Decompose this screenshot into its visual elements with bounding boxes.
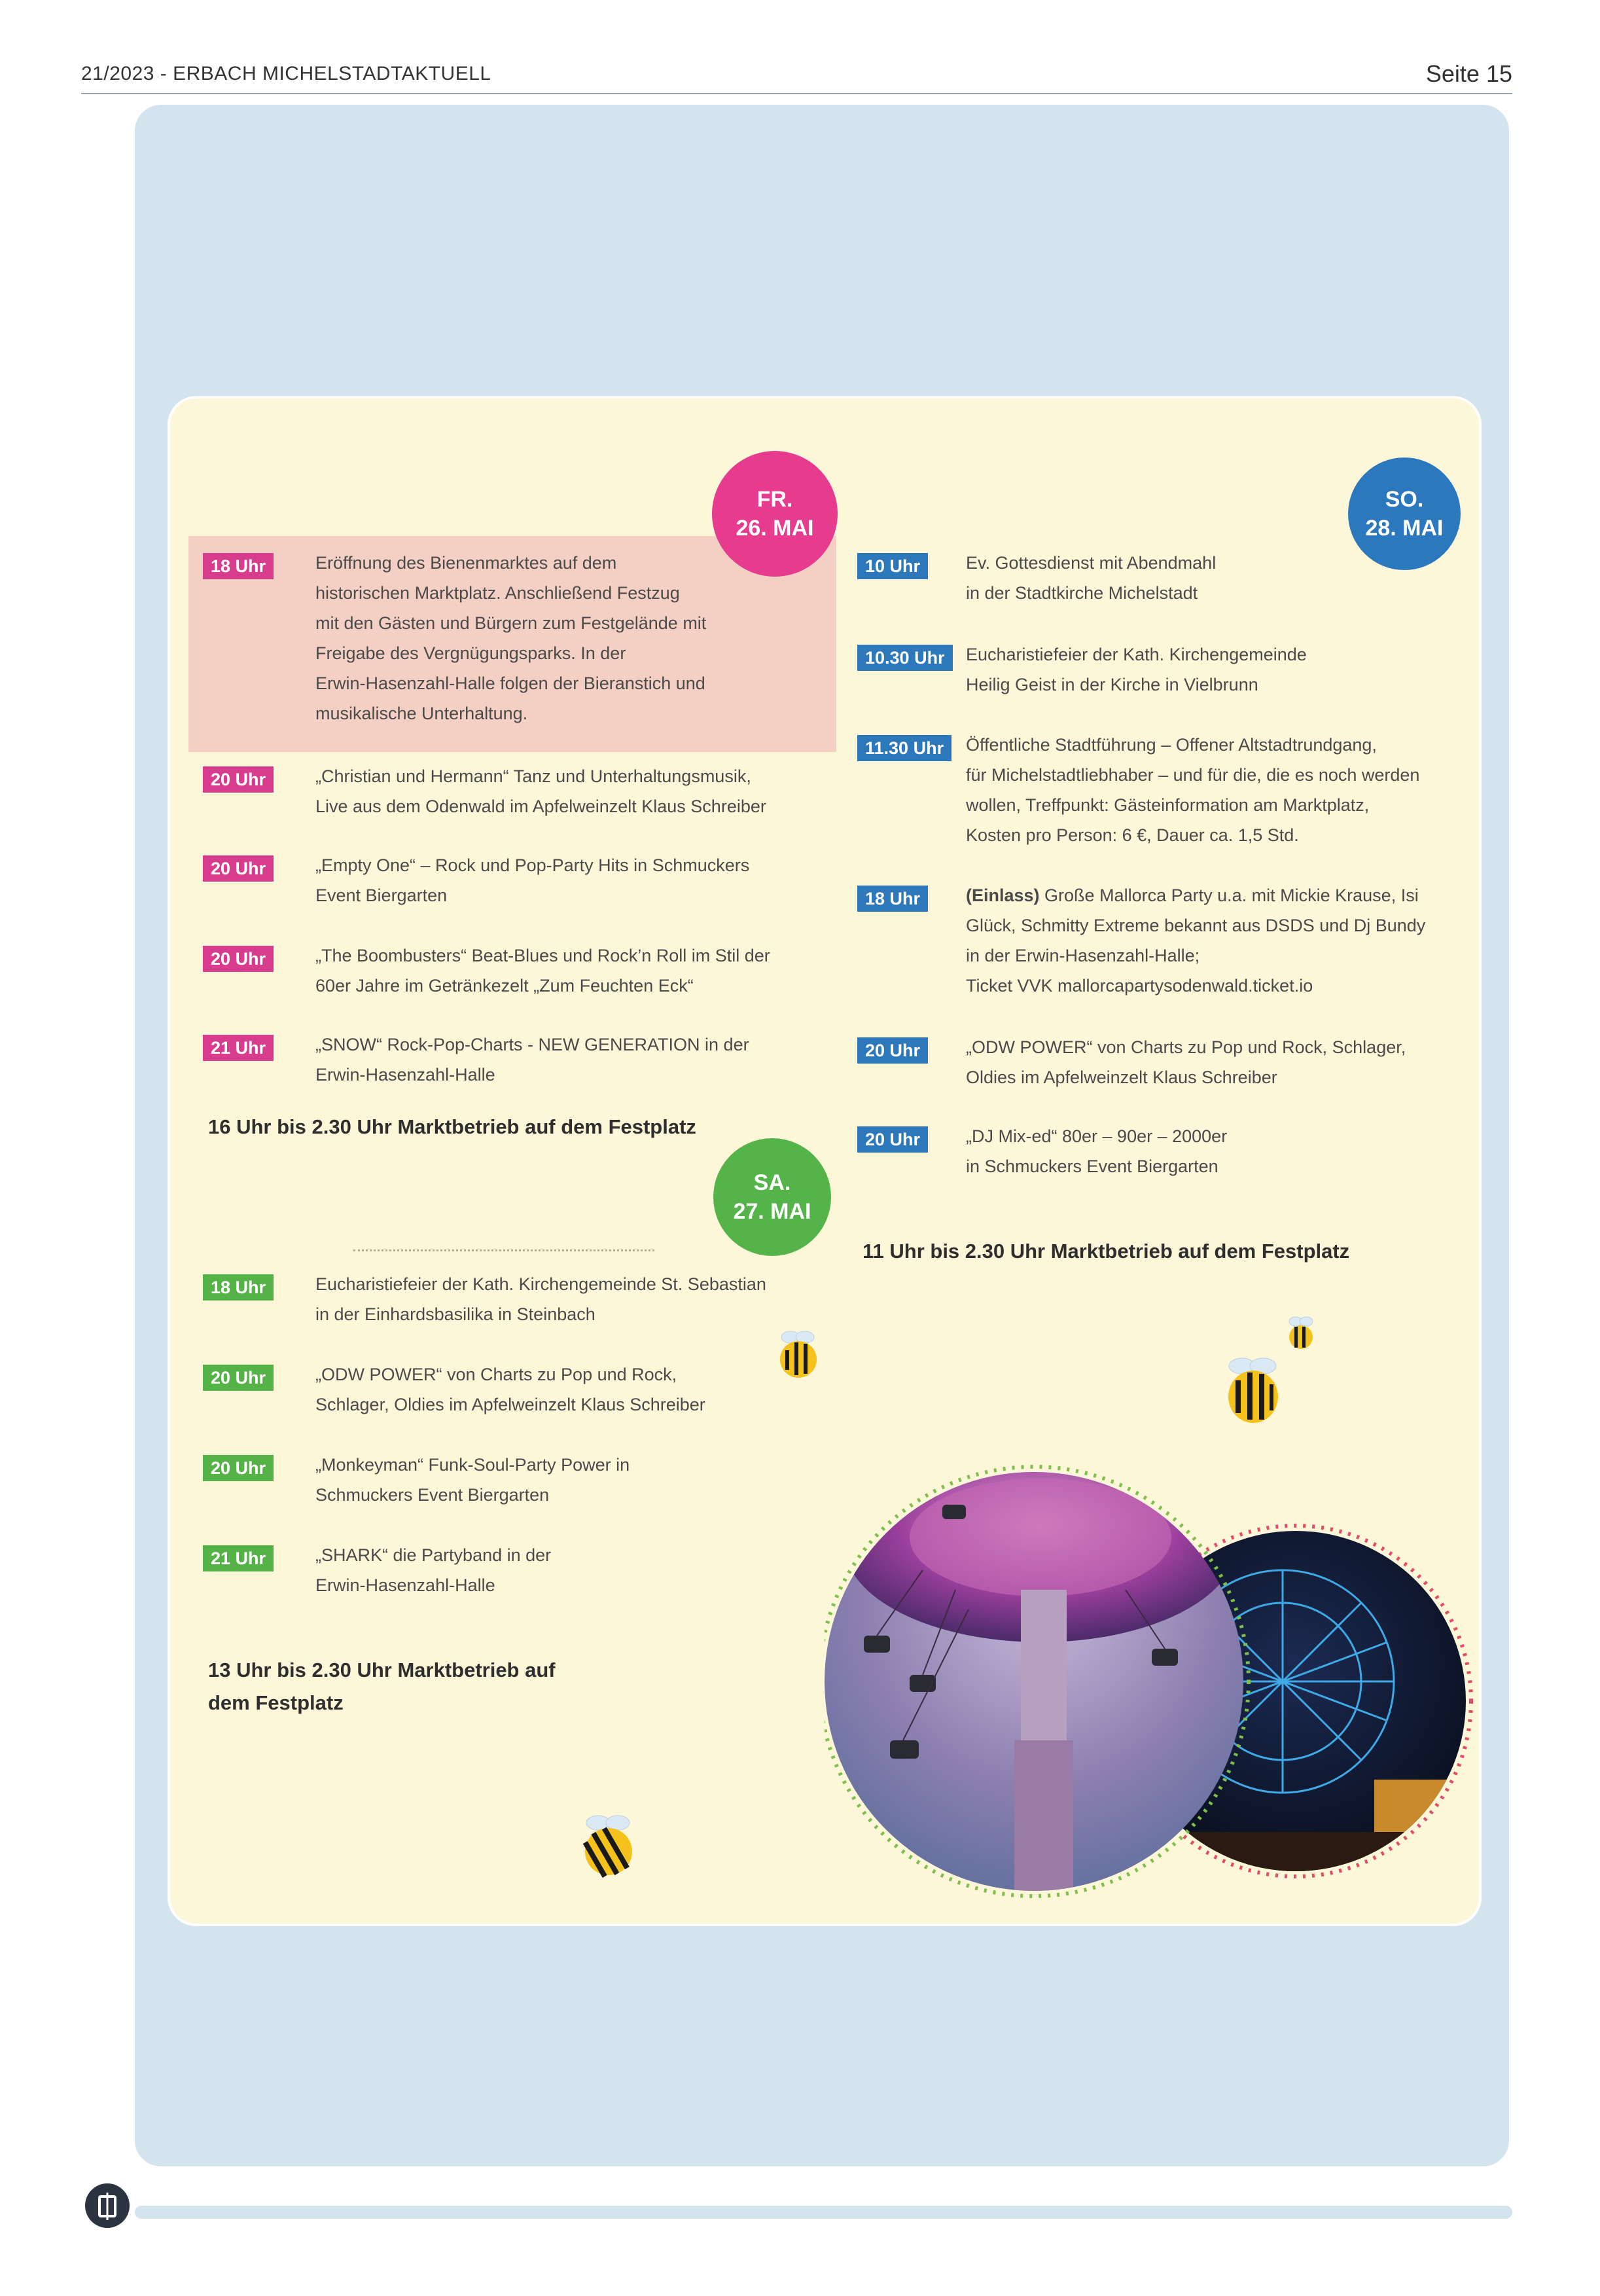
dotted-divider	[353, 1249, 654, 1253]
time-badge: 18 Uhr	[203, 553, 274, 579]
time-badge: 20 Uhr	[203, 855, 274, 882]
bee-icon	[576, 1812, 641, 1878]
time-badge: 18 Uhr	[857, 886, 928, 912]
day-badge-sunday	[1348, 457, 1461, 570]
time-badge: 18 Uhr	[203, 1274, 274, 1300]
bee-icon	[772, 1328, 825, 1380]
time-badge: 20 Uhr	[203, 1365, 274, 1391]
day-badge-friday-line1: FR.	[756, 487, 793, 512]
day-badge-sunday-line2: 28. MAI	[1365, 516, 1444, 541]
day-badge-friday-line2: 26. MAI	[736, 516, 814, 541]
event-description: Eröffnung des Bienenmarktes auf dem historischen Marktplatz. Anschließend Festzug mit den Gästen und Bürgern zum Festgelände mit Freigabe des Vergnügungsparks. In der Erwin-Hasenzahl-Halle folgen der Bieranstich und musikalische Unterhaltung.	[315, 553, 707, 723]
time-badge: 20 Uhr	[857, 1037, 928, 1064]
time-badge: 20 Uhr	[857, 1126, 928, 1153]
event-description: „The Boombusters“ Beat-Blues und Rock’n Roll im Stil der 60er Jahre im Getränkezelt „Zum Feuchten Eck“	[315, 946, 770, 996]
time-badge: 10.30 Uhr	[857, 645, 953, 671]
town-crest-icon	[81, 2179, 133, 2232]
event-description: (Einlass) Große Mallorca Party u.a. mit Mickie Krause, Isi Glück, Schmitty Extreme bekannt aus DSDS und Dj Bundy in der Erwin-Hasenzahl-Halle; Ticket VVK mallorcapartysodenwald.ticket.io	[966, 886, 1426, 996]
event-description: Eucharistiefeier der Kath. Kirchengemeinde St. Sebastian in der Einhardsbasilika in Steinbach	[315, 1274, 766, 1324]
friday-market-hours: 16 Uhr bis 2.30 Uhr Marktbetrieb auf dem Festplatz	[208, 1115, 696, 1138]
event-description: „ODW POWER“ von Charts zu Pop und Rock, Schlager, Oldies im Apfelweinzelt Klaus Schreiber	[315, 1365, 705, 1414]
sunday-market-hours: 11 Uhr bis 2.30 Uhr Marktbetrieb auf dem Festplatz	[862, 1240, 1350, 1263]
time-badge: 21 Uhr	[203, 1545, 274, 1571]
day-badge-saturday-line2: 27. MAI	[733, 1199, 811, 1224]
event-description: „Christian und Hermann“ Tanz und Unterhaltungsmusik, Live aus dem Odenwald im Apfelweinzelt Klaus Schreiber	[315, 766, 766, 816]
header-divider	[81, 93, 1512, 94]
event-description: „DJ Mix-ed“ 80er – 90er – 2000er in Schmuckers Event Biergarten	[966, 1126, 1228, 1176]
event-description: „Empty One“ – Rock und Pop-Party Hits in Schmuckers Event Biergarten	[315, 855, 750, 905]
day-badge-friday	[712, 451, 838, 577]
day-badge-saturday-line1: SA.	[753, 1170, 791, 1195]
time-badge: 20 Uhr	[203, 946, 274, 972]
fairground-photo	[825, 1374, 1479, 1924]
header-publication: 21/2023 - ERBACH MICHELSTADTAKTUELL	[81, 63, 491, 84]
day-badge-sunday-line1: SO.	[1385, 487, 1424, 512]
time-badge: 11.30 Uhr	[857, 735, 951, 761]
event-description: Öffentliche Stadtführung – Offener Altstadtrundgang, für Michelstadtliebhaber – und für die, die es noch werden wollen, Treffpunkt: Gästeinformation am Marktplatz, Kosten pro Person: 6 €, Dauer ca. 1,5 Std.	[966, 735, 1420, 845]
event-description: „SNOW“ Rock-Pop-Charts - NEW GENERATION in der Erwin-Hasenzahl-Halle	[315, 1035, 749, 1085]
time-badge: 20 Uhr	[203, 1455, 274, 1481]
footer-bar	[135, 2206, 1512, 2219]
time-badge: 21 Uhr	[203, 1035, 274, 1061]
header-page-number: Seite 15	[1425, 60, 1512, 87]
day-badge-saturday	[713, 1138, 831, 1256]
event-description: Eucharistiefeier der Kath. Kirchengemeinde Heilig Geist in der Kirche in Vielbrunn	[966, 645, 1307, 694]
event-description: „ODW POWER“ von Charts zu Pop und Rock, Schlager, Oldies im Apfelweinzelt Klaus Schreiber	[966, 1037, 1406, 1087]
event-description: „SHARK“ die Partyband in der Erwin-Hasenzahl-Halle	[315, 1545, 552, 1595]
event-poster	[168, 396, 1482, 1926]
time-badge: 20 Uhr	[203, 766, 274, 793]
saturday-market-hours: 13 Uhr bis 2.30 Uhr Marktbetrieb auf dem Festplatz	[208, 1659, 556, 1714]
event-description: „Monkeyman“ Funk-Soul-Party Power in Schmuckers Event Biergarten	[315, 1455, 630, 1505]
bee-icon	[1283, 1315, 1319, 1352]
time-badge: 10 Uhr	[857, 553, 928, 579]
event-description: Ev. Gottesdienst mit Abendmahl in der Stadtkirche Michelstadt	[966, 553, 1217, 603]
